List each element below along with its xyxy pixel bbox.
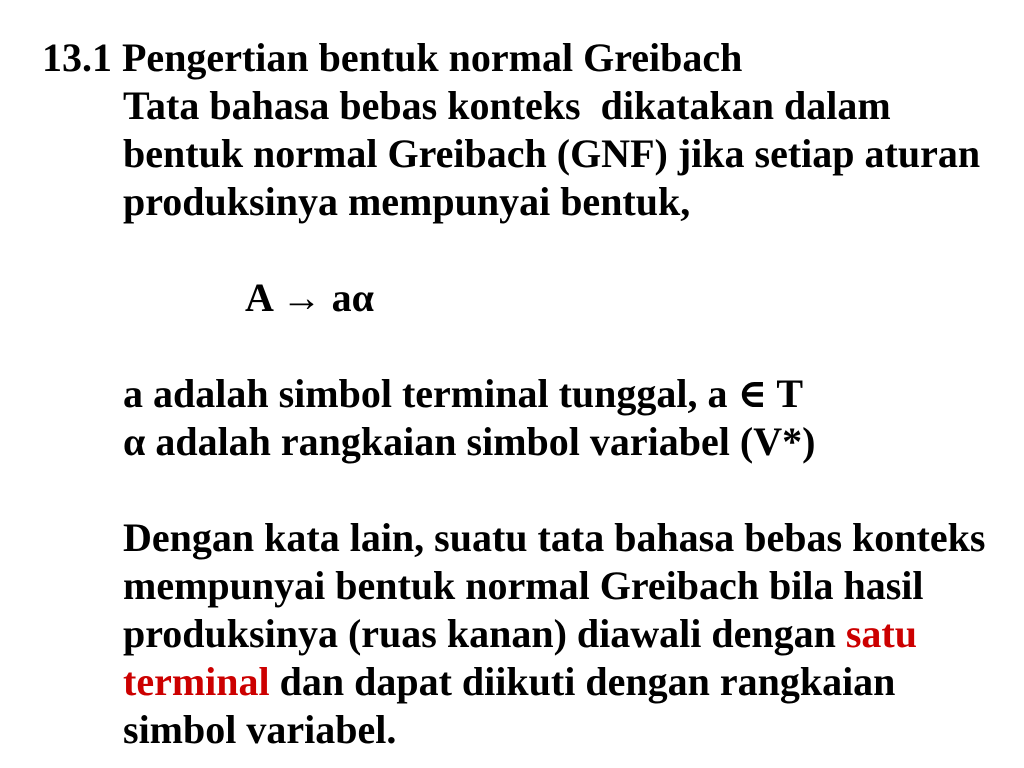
production-rule: A → aα xyxy=(245,275,375,320)
slide-heading: 13.1 Pengertian bentuk normal Greibach xyxy=(42,35,743,80)
definition-line-3: produksinya mempunyai bentuk, xyxy=(123,179,691,224)
summary-line-1: Dengan kata lain, suatu tata bahasa bebas konteks xyxy=(123,515,986,560)
summary-line-2: mempunyai bentuk normal Greibach bila hasil xyxy=(123,563,924,608)
summary-line-4 xyxy=(123,658,895,706)
emphasis-satu: satu xyxy=(845,611,917,656)
summary-line-4-text: dan dapat diikuti dengan rangkaian xyxy=(269,659,896,704)
definition-line-1: Tata bahasa bebas konteks dikatakan dalam xyxy=(123,83,891,128)
definition-line-2: bentuk normal Greibach (GNF) jika setiap aturan xyxy=(123,131,981,176)
note-terminal: a adalah simbol terminal tunggal, a ∈ T xyxy=(123,371,804,416)
note-variable-string: α adalah rangkaian simbol variabel (V*) xyxy=(123,419,816,464)
summary-line-5: simbol variabel. xyxy=(123,707,397,752)
summary-line-3-text: produksinya (ruas kanan) diawali dengan xyxy=(123,611,846,656)
emphasis-terminal: terminal xyxy=(123,659,270,704)
summary-line-3 xyxy=(123,610,917,658)
